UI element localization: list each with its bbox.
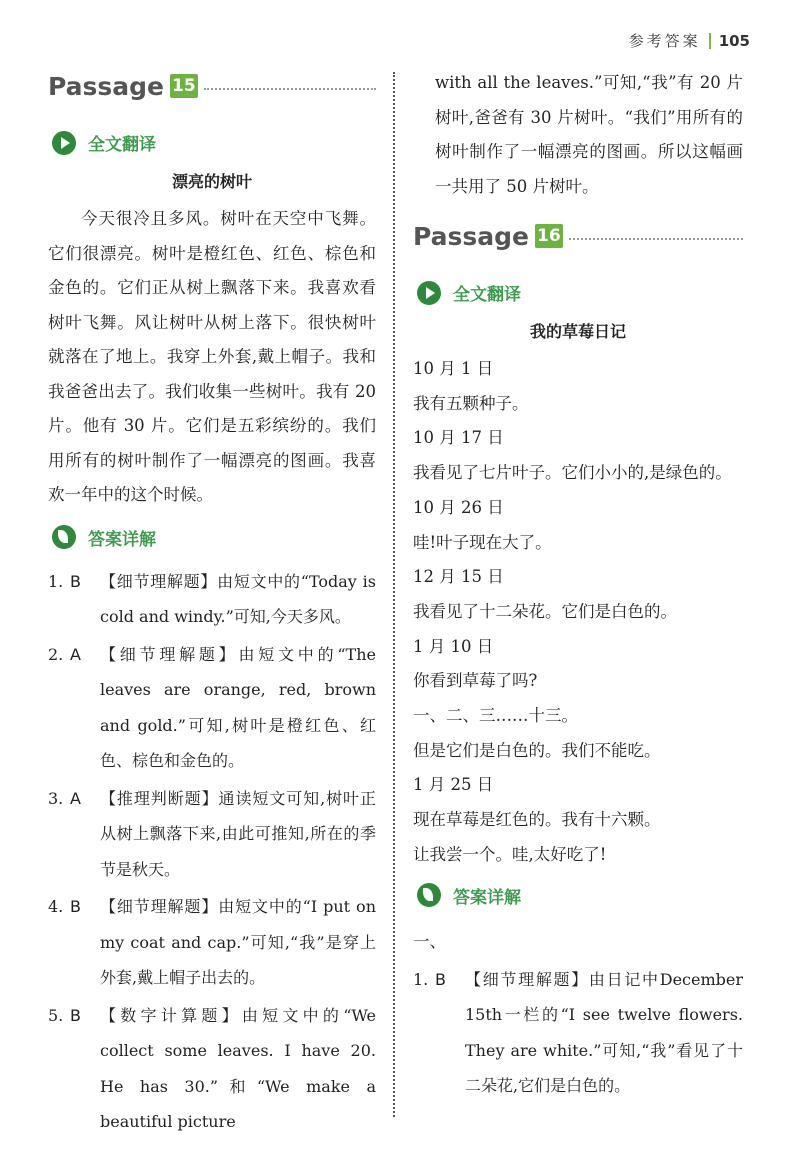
answer-explanation: 【细节理解题】由短文中的“The leaves are orange, red, brown and gold.”可知,树叶是橙红色、红色、棕色和金色的。: [100, 644, 376, 770]
page-number: 105: [718, 31, 750, 50]
diary-line: 你看到草莓了吗?: [413, 671, 538, 691]
answers-section-heading: [417, 883, 743, 908]
answer-number: 3.: [48, 788, 64, 808]
diary-line: 我有五颗种子。: [413, 393, 529, 413]
diary-title: 我的草莓日记: [529, 322, 626, 341]
answer-explanation: 【推理判断题】通读短文可知,树叶正从树上飘落下来,由此可推知,所在的季节是秋天。: [100, 788, 376, 879]
heading-dotted-rule: [204, 88, 376, 90]
translation-section-heading: [52, 130, 376, 155]
story-title: 漂亮的树叶: [171, 172, 252, 191]
heading-dotted-rule: [569, 238, 743, 240]
diary-line: 1 月 10 日: [413, 636, 494, 656]
header-separator: [709, 33, 711, 49]
answer-number: 1.: [413, 969, 429, 989]
answer-number: 5.: [48, 1005, 64, 1025]
diary-line: 让我尝一个。哇,太好吃了!: [413, 844, 607, 864]
passage-word: Passage: [48, 71, 165, 101]
answer-item: [48, 637, 376, 779]
section-title: 全文翻译: [453, 285, 521, 305]
answer-explanation: 【细节理解题】由短文中的“I put on my coat and cap.”可知,“我”是穿上外套,戴上帽子出去的。: [100, 897, 376, 987]
play-icon: [417, 281, 441, 305]
passage-word: Passage: [413, 221, 530, 251]
diary-line: 一、二、三……十三。: [413, 706, 578, 726]
answer-letter: B: [70, 1005, 81, 1025]
section-title: 答案详解: [88, 529, 156, 550]
story-text: 今天很冷且多风。树叶在天空中飞舞。它们很漂亮。树叶是橙红色、红色、棕色和金色的。它们正从树上飘落下来。我喜欢看树叶飞舞。风让树叶从树上落下。很快树叶就落在了地上。我穿上外套,戴上帽子。我和我爸爸出去了。我们收集一些树叶。我有 20 片。他有 30 片。它们是五彩缤纷的。我们用所有的树叶制作了一幅漂亮的图画。我喜欢一年中的这个时候。: [48, 209, 376, 504]
answer-explanation: 【细节理解题】由日记中December 15th一栏的“I see twelve flowers. They are white.”可知,“我”看见了十二朵花,它们是白色的。: [465, 969, 743, 1096]
diary-line: 10 月 26 日: [413, 497, 504, 517]
answer-explanation: 【数字计算题】由短文中的“We collect some leaves. I have 20. He has 30.”和“We make a beautiful picture: [100, 1005, 376, 1131]
diary-line: 我看见了七片叶子。它们小小的,是绿色的。: [413, 463, 732, 483]
passage-number-badge: 16: [537, 226, 561, 246]
left-column: [48, 60, 376, 1142]
section-label: 一、: [413, 931, 446, 951]
section-title: 全文翻译: [88, 135, 156, 155]
answer-item: [413, 962, 743, 1104]
answer-explanation: 【细节理解题】由短文中的“Today is cold and windy.”可知,今天多风。: [100, 571, 376, 626]
answer-letter: B: [70, 897, 81, 916]
diary-line: 哇!叶子现在大了。: [413, 532, 552, 552]
section-title: 答案详解: [453, 887, 521, 908]
passage-16-heading: [413, 210, 743, 262]
translation-section-heading: [417, 280, 743, 305]
answer-letter: A: [70, 788, 81, 808]
diary-line: 但是它们是白色的。我们不能吃。: [413, 740, 661, 760]
answer-item: [48, 781, 376, 888]
right-column: [413, 60, 743, 1106]
passage-15-heading: [48, 60, 376, 112]
answer-number: 4.: [48, 897, 64, 916]
answer-item: [48, 564, 376, 635]
continued-explanation: with all the leaves.”可知,“我”有 20 片树叶,爸爸有 30 片树叶。“我们”用所有的树叶制作了一幅漂亮的图画。所以这幅画一共用了 50 片树叶。: [435, 73, 743, 196]
diary-line: 10 月 1 日: [413, 359, 494, 378]
leaf-icon: [417, 883, 441, 907]
answer-number: 2.: [48, 644, 64, 664]
answer-letter: B: [70, 571, 81, 591]
header-label: 参考答案: [628, 32, 701, 50]
answer-number: 1.: [48, 571, 64, 591]
answer-letter: B: [435, 969, 446, 989]
passage-number-badge: 15: [172, 76, 196, 96]
diary-line: 我看见了十二朵花。它们是白色的。: [413, 601, 677, 621]
diary-line: 12 月 15 日: [413, 567, 504, 587]
answer-letter: A: [70, 644, 81, 664]
play-icon: [52, 131, 76, 155]
diary-line: 10 月 17 日: [413, 428, 504, 448]
diary-line: 1 月 25 日: [413, 775, 494, 795]
leaf-icon: [52, 525, 76, 549]
answers-section-heading: [52, 525, 376, 550]
answer-item: [48, 889, 376, 996]
column-divider: [393, 72, 395, 1117]
diary-line: 现在草莓是红色的。我有十六颗。: [413, 810, 661, 830]
page-header: [629, 30, 750, 51]
answer-item: [48, 998, 376, 1140]
